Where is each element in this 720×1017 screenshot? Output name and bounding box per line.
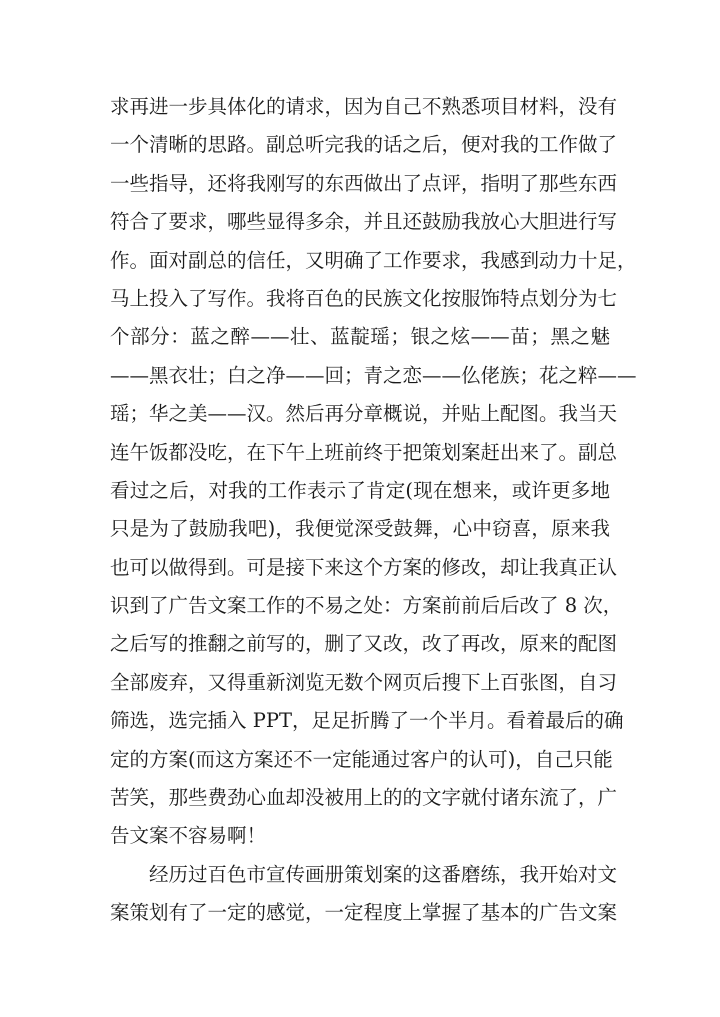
- text-line: 连午饭都没吃，在下午上班前终于把策划案赶出来了。副总: [110, 440, 618, 464]
- text-line: 瑶；华之美——汉。然后再分章概说，并贴上配图。我当天: [110, 402, 618, 426]
- paragraph-1: [110, 88, 637, 856]
- text-line: 只是为了鼓励我吧)，我便觉深受鼓舞，心中窃喜，原来我: [110, 517, 610, 541]
- text-line: 案策划有了一定的感觉，一定程度上掌握了基本的广告文案: [110, 901, 618, 925]
- text-line: 筛选，选完插入 PPT，足足折腾了一个半月。看着最后的确: [110, 709, 624, 733]
- text-line: 一些指导，还将我刚写的东西做出了点评，指明了那些东西: [110, 171, 618, 195]
- text-line: 马上投入了写作。我将百色的民族文化按服饰特点划分为七: [110, 286, 618, 310]
- paragraph-2: [110, 856, 618, 933]
- text-line: 之后写的推翻之前写的，删了又改，改了再改，原来的配图: [110, 632, 618, 656]
- text-line: 告文案不容易啊！: [110, 824, 267, 848]
- body-text: [110, 88, 637, 933]
- text-line: 看过之后，对我的工作表示了肯定(现在想来，或许更多地: [110, 478, 610, 502]
- text-line: ——黑衣壮；白之净——回；青之恋——仫佬族；花之粹——: [110, 363, 637, 387]
- text-line: 作。面对副总的信任，又明确了工作要求，我感到动力十足，: [110, 248, 637, 272]
- text-line: 个部分：蓝之醉——壮、蓝靛瑶；银之炫——苗；黑之魅: [110, 325, 610, 349]
- text-line: 经历过百色市宣传画册策划案的这番磨练，我开始对文: [149, 862, 618, 886]
- text-line: 求再进一步具体化的请求，因为自己不熟悉项目材料，没有: [110, 95, 618, 118]
- text-line: 苦笑，那些费劲心血却没被用上的的文字就付诸东流了，广: [110, 786, 618, 810]
- text-line: 符合了要求，哪些显得多余，并且还鼓励我放心大胆进行写: [110, 210, 618, 234]
- text-line: 一个清晰的思路。副总听完我的话之后，便对我的工作做了: [110, 133, 618, 157]
- text-line: 识到了广告文案工作的不易之处：方案前前后后改了 8 次，: [110, 594, 623, 618]
- text-line: 也可以做得到。可是接下来这个方案的修改，却让我真正认: [110, 555, 618, 579]
- text-line: 定的方案(而这方案还不一定能通过客户的认可)，自己只能: [110, 747, 613, 771]
- text-line: 全部废弃，又得重新浏览无数个网页后搜下上百张图，自习: [110, 670, 618, 694]
